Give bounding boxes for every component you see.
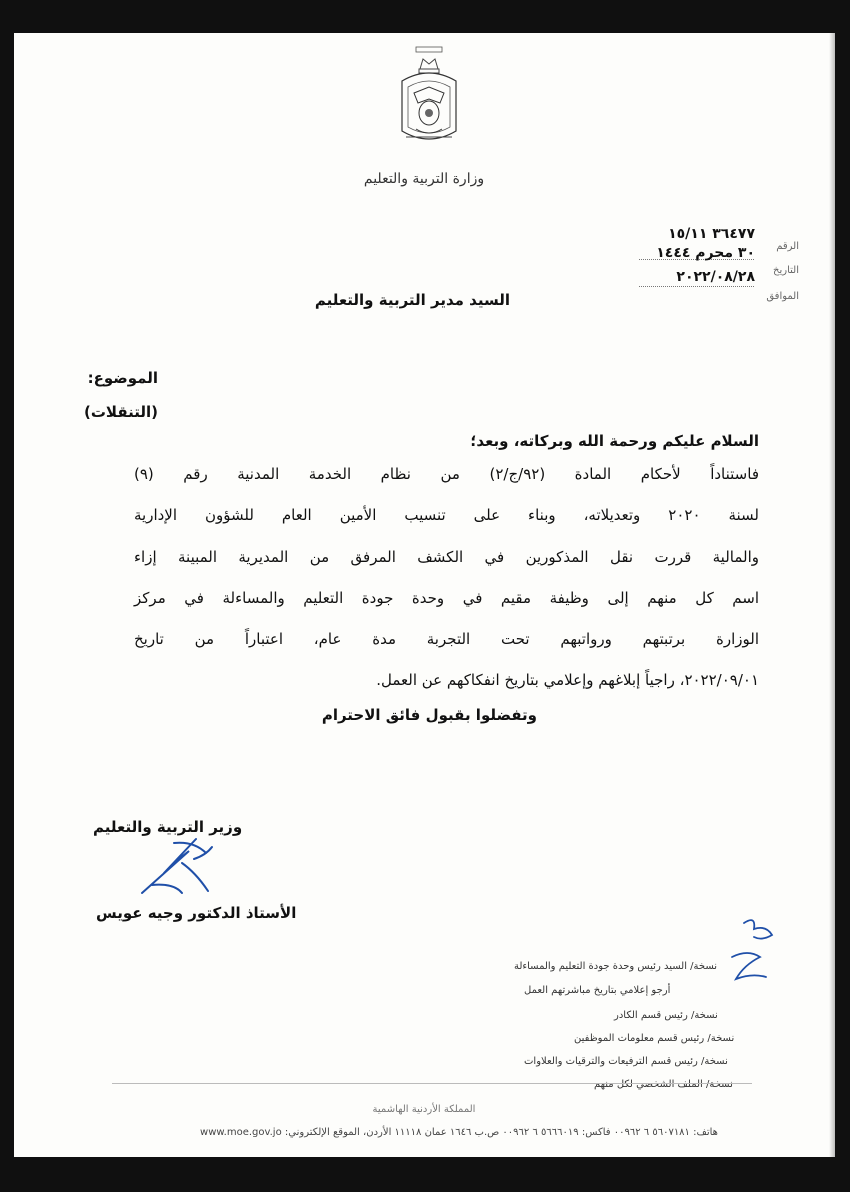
cc-line: نسخة/ رئيس قسم الترفيعات والترقيات والعلاوات [524, 1056, 728, 1067]
date-value: ٢٠٢٢/٠٨/٢٨ [676, 269, 755, 285]
body-line: فاستناداً لأحكام المادة (٩٢/ج/٢) من نظام الخدمة المدنية رقم (٩) [134, 465, 759, 483]
cc-line: نسخة/ رئيس قسم الكادر [614, 1010, 718, 1021]
body-line: الوزارة برتبتهم ورواتبهم تحت التجربة مدة عام، اعتباراً من تاريخ [134, 630, 759, 648]
body-last-line: ٢٠٢٢/٠٩/٠١، راجياً إبلاغهم وإعلامي بتاريخ انفكاكهم عن العمل. [376, 671, 759, 689]
footer-divider [112, 1083, 752, 1084]
body-line: لسنة ٢٠٢٠ وتعديلاته، وبناء على تنسيب الأمين العام للشؤون الإدارية [134, 506, 760, 524]
page-edge-shadow [829, 33, 835, 1157]
subject-value: (التنقلات) [84, 403, 158, 421]
number-label: الرقم [776, 241, 799, 252]
cc-note: أرجو إعلامي بتاريخ مباشرتهم العمل [524, 985, 671, 996]
cc-line: نسخة/ السيد رئيس وحدة جودة التعليم والمساءلة [514, 961, 718, 972]
greeting: السلام عليكم ورحمة الله وبركاته، وبعد؛ [470, 432, 759, 450]
footer-contact: هاتف: ٥٦٠٧١٨١ ٦ ٠٠٩٦٢ فاكس: ٥٦٦٦٠١٩ ٦ ٠٠٩٦٢ ص.ب ١٦٤٦ عمان ١١١١٨ الأردن، الموقع الإلكتروني: www.moe.gov.jo [200, 1127, 718, 1138]
closing: وتفضلوا بقبول فائق الاحترام [321, 706, 537, 724]
cc-line: نسخة/ الملف الشخصي لكل منهم [594, 1079, 733, 1090]
corresponding-label: الموافق [766, 291, 799, 302]
body-line: والمالية قررت نقل المذكورين في الكشف المرفق من المديرية المبينة إزاء [134, 548, 759, 566]
initials-icon [714, 913, 784, 988]
ministry-name: وزارة التربية والتعليم [363, 171, 485, 187]
date-label: التاريخ [773, 265, 799, 276]
coat-of-arms-icon [394, 45, 464, 155]
signature-icon [134, 833, 234, 903]
number-value: ٣٦٤٧٧ ١٥/١١ [668, 226, 755, 242]
letter-paper [14, 33, 835, 1157]
subject-label: الموضوع: [87, 369, 158, 387]
addressee: السيد مدير التربية والتعليم [314, 291, 510, 309]
hijri-date: ٣٠ محرم ١٤٤٤ [656, 245, 755, 261]
date-underline [639, 286, 754, 287]
signatory-title: وزير التربية والتعليم [93, 818, 243, 836]
signatory-name: الأستاذ الدكتور وجيه عويس [96, 904, 297, 922]
body-line: اسم كل منهم إلى وظيفة مقيم في وحدة جودة التعليم والمساءلة في مركز [134, 589, 759, 607]
cc-line: نسخة/ رئيس قسم معلومات الموظفين [574, 1033, 735, 1044]
footer-org: المملكة الأردنية الهاشمية [372, 1104, 476, 1115]
